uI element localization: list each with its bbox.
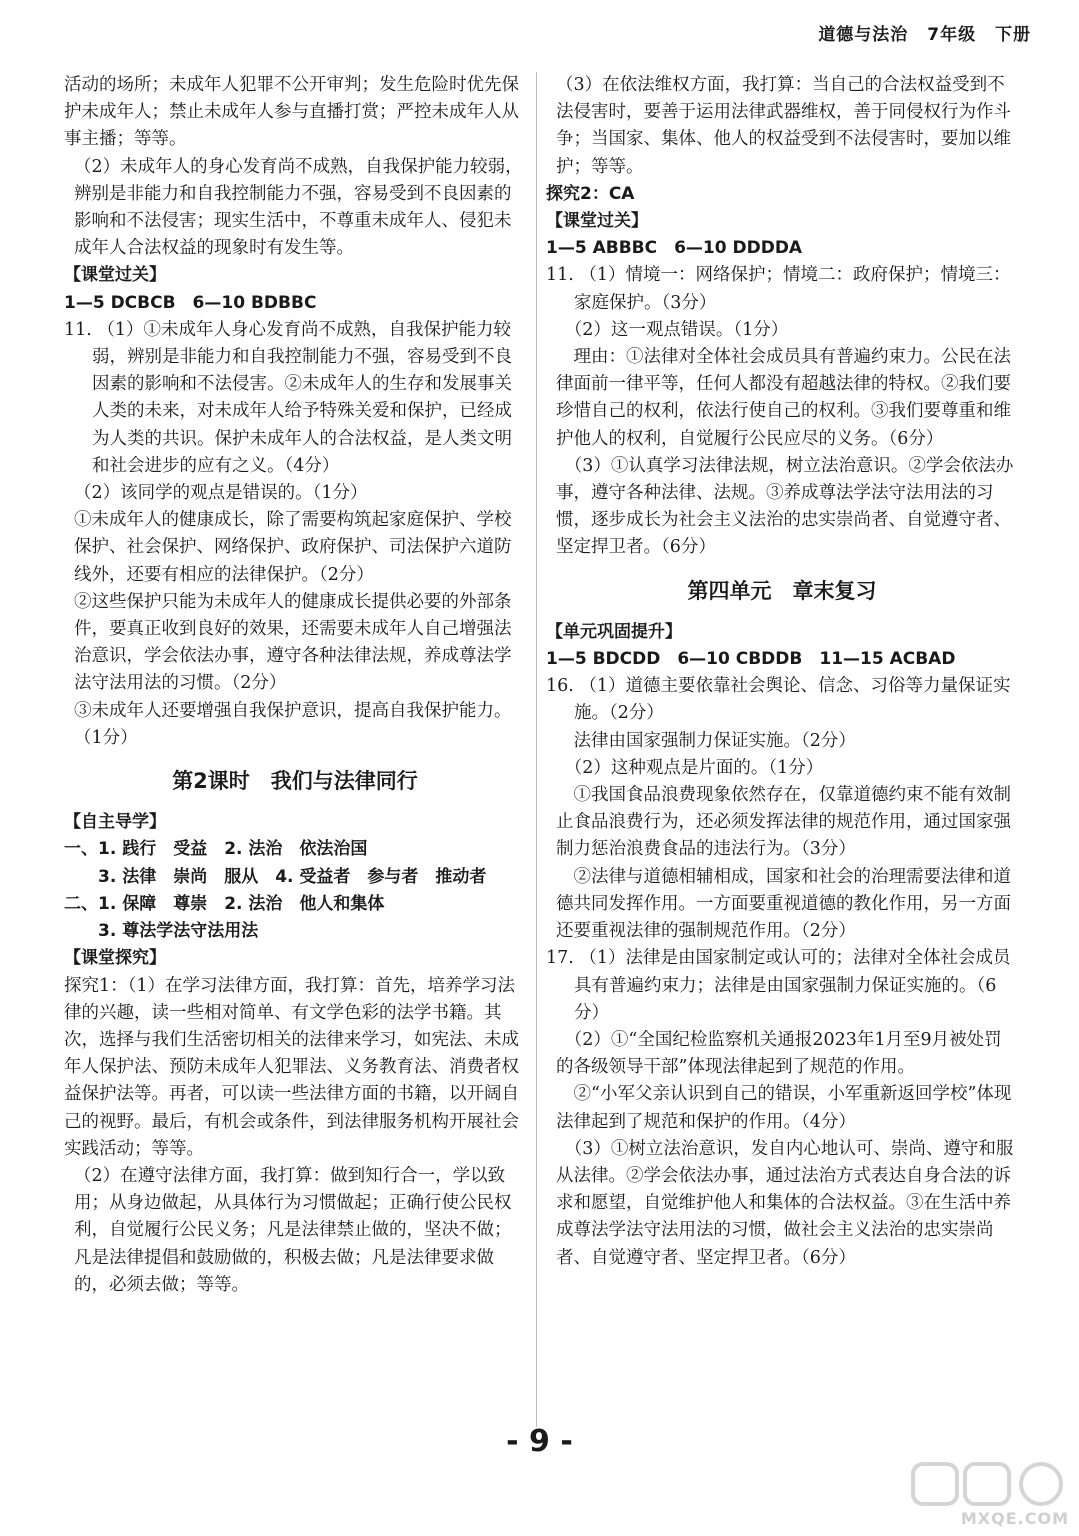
section-heading: 【单元巩固提升】 [546,621,682,642]
paragraph: ②这些保护只能为未成年人的健康成长提供必要的外部条件，要真正收到良好的效果，还需要未成年人自己增强法治意识，学会依法办事，遵守各种法律法规，养成尊法学法守法用法的习惯。（2分） [74,591,512,694]
page-number: - 9 - [506,1424,573,1459]
watermark-logo [905,1458,1075,1532]
header-subject: 道德与法治 [818,25,909,45]
column-divider [536,72,537,1427]
section-heading: 【课堂探究】 [64,948,166,969]
paragraph: （2）在遵守法律方面，我打算：做到知行合一，学以致用；从身边做起，从具体行为习惯做起；正确行使公民权利，自觉履行公民义务；凡是法律禁止做的，坚决不做；凡是法律提倡和鼓励做的，积极去做；凡是法律要求做的，必须去做；等等。 [74,1165,512,1295]
section-heading: 【自主导学】 [64,812,166,833]
question-item: 11. （1）情境一：网络保护；情境二：政府保护；情境三：家庭保护。（3分） [546,265,1011,313]
paragraph: ②“小军父亲认识到自己的错误，小军重新返回学校”体现法律起到了规范和保护的作用。（4分） [556,1084,1012,1132]
answer-key-line: 探究2：CA [546,183,635,204]
paragraph: ①未成年人的健康成长，除了需要构筑起家庭保护、学校保护、社会保护、网络保护、政府保护、司法保护六道防线外，还要有相应的法律保护。（2分） [74,510,512,585]
paragraph: （2）该同学的观点是错误的。（1分） [74,483,368,504]
question-item: 17. （1）法律是由国家制定或认可的；法律对全体社会成员具有普遍约束力；法律是由国家强制力保证实施的。（6分） [546,948,1011,1023]
paragraph: ①我国食品浪费现象依然存在，仅靠道德约束不能有效制止食品浪费行为，还必须发挥法律的规范作用，通过国家强制力惩治浪费食品的违法行为。（3分） [556,785,1011,860]
paragraph: 探究1：（1）在学习法律方面，我打算：首先，培养学习法律的兴趣，读一些相对简单、有文学色彩的法学书籍。其次，选择与我们生活密切相关的法律来学习，如宪法、未成年人保护法、预防未成年人犯罪法、义务教育法、消费者权益保护法等。再者，可以读一些法律方面的书籍，以开阔自己的视野。最后，有机会或条件，到法律服务机构开展社会实践活动；等等。 [64,975,519,1159]
paragraph: 法律由国家强制力保证实施。（2分） [556,730,856,751]
header-volume: 下册 [995,25,1031,45]
paragraph: 理由：①法律对全体社会成员具有普遍约束力。公民在法律面前一律平等，任何人都没有超越法律的特权。②我们要珍惜自己的权利，依法行使自己的权利。③我们要尊重和维护他人的权利，自觉履行公民应尽的义务。（6分） [556,347,1011,449]
answer-key-line: 3. 法律 崇尚 服从 4. 受益者 参与者 推动者 [64,866,487,887]
question-item: 16. （1）道德主要依靠社会舆论、信念、习俗等力量保证实施。（2分） [546,676,1011,724]
paragraph: （3）①认真学习法律法规，树立法治意识。②学会依法办事，遵守各种法律、法规。③养成尊法学法守法用法的习惯，逐步成长为社会主义法治的忠实崇尚者、自觉遵守者、坚定捍卫者。（6分） [556,455,1014,558]
paragraph: ③未成年人还要增强自我保护意识，提高自我保护能力。（1分） [74,700,512,748]
question-item: 11. （1）①未成年人身心发育尚不成熟，自我保护能力较弱，辨别是非能力和自我控制能力不强，容易受到不良因素的影响和不法侵害。②未成年人的生存和发展事关人类的未来，对未成年人给予特殊关爱和保护，已经成为人类的共识。保护未成年人的合法权益，是人类文明和社会进步的应有之义。（4分） [64,319,512,476]
lesson-title: 第四单元 章末复习 [687,578,877,603]
left-column [64,72,526,1299]
paragraph: （2）①“全国纪检监察机关通报2023年1月至9月被处罚的各级领导干部”体现法律起到了规范的作用。 [556,1029,1002,1078]
lesson-title: 第2课时 我们与法律同行 [172,769,418,794]
section-heading: 【课堂过关】 [64,265,166,286]
right-column [546,72,1018,1272]
paragraph: 活动的场所；未成年人犯罪不公开审判；发生危险时优先保护未成年人；禁止未成年人参与直播打赏；严控未成年人从事主播；等等。 [64,75,519,150]
watermark-text: MXQE.COM [960,1509,1069,1528]
answer-key-line: 3. 尊法学法守法用法 [64,921,259,942]
paragraph: （2）未成年人的身心发育尚不成熟，自我保护能力较弱，辨别是非能力和自我控制能力不强，容易受到不良因素的影响和不法侵害；现实生活中，不尊重未成年人、侵犯未成年人合法权益的现象时有发生等。 [74,156,523,259]
header-grade: 7年级 [927,25,977,45]
paragraph: （2）这一观点错误。（1分） [556,319,789,340]
answer-key-line: 1—5 ABBBC 6—10 DDDDA [546,238,803,259]
answer-key-line: 1—5 BDCDD 6—10 CBDDB 11—15 ACBAD [546,649,956,670]
answer-key-line: 一、1. 践行 受益 2. 法治 依法治国 [64,839,368,860]
paragraph: （3）在依法维权方面，我打算：当自己的合法权益受到不法侵害时，要善于运用法律武器维权，善于同侵权行为作斗争；当国家、集体、他人的权益受到不法侵害时，要加以维护；等等。 [556,75,1011,177]
section-heading: 【课堂过关】 [546,211,648,232]
answer-key-line: 1—5 DCBCB 6—10 BDBBC [64,292,317,313]
paragraph: （2）这种观点是片面的。（1分） [556,757,824,778]
answer-key-line: 二、1. 保障 尊崇 2. 法治 他人和集体 [64,893,385,914]
paragraph: ②法律与道德相辅相成，国家和社会的治理需要法律和道德共同发挥作用。一方面要重视道德的教化作用，另一方面还要重视法律的强制规范作用。（2分） [556,866,1011,942]
running-header [806,20,1031,45]
paragraph: （3）①树立法治意识，发自内心地认可、崇尚、遵守和服从法律。②学会依法办事，通过法治方式表达自身合法的诉求和愿望，自觉维护他人和集体的合法权益。③在生活中养成尊法学法守法用法的习惯，做社会主义法治的忠实崇尚者、自觉遵守者、坚定捍卫者。（6分） [556,1138,1014,1268]
